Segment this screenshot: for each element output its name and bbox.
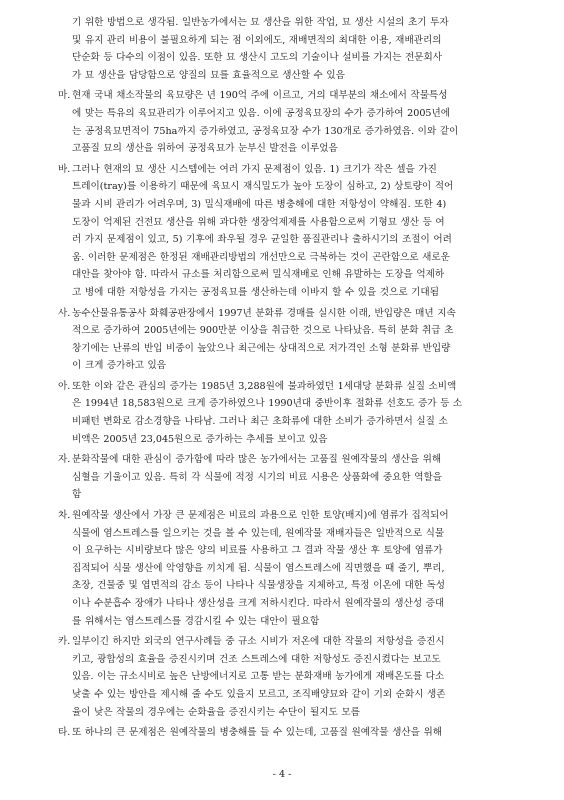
text-line: 이나 수분흡수 장애가 나타나 생산성을 크게 저하시킨다. 따라서 원예작물의 생산성 증대 <box>72 598 445 609</box>
text-line: 또한 이와 같은 관심의 증가는 1985년 3,288원에 불과하였던 1세대당 분화류 실질 소비액 <box>72 380 457 392</box>
page-number: - 4 - <box>272 769 292 780</box>
text-line: 집적되어 식물 생산에 악영향을 끼치게 됨. 식물이 염스트레스에 직면했을 때 줄기, 뿌리, <box>72 562 445 574</box>
text-line: 러 가지 문제점이 있고, 5) 기후에 좌우될 경우 균일한 품질관리나 출하시기의 조절이 어려 <box>72 234 452 246</box>
paragraph <box>58 633 524 721</box>
text-line: 단순화 등 다수의 이점이 있음. 또한 묘 생산시 고도의 기술이나 설비를 가지는 전문회사 <box>72 52 443 64</box>
paragraph-label: 아. <box>58 380 71 392</box>
text-line: 분화작물에 대한 관심이 증가함에 따라 많은 농가에서는 고품질 원예작물의 생산을 위해 <box>72 454 442 466</box>
text-line: 기 위한 방법으로 생각됨. 일반농가에서는 묘 생산을 위한 작업, 묘 생산 시설의 초기 투자 <box>72 17 449 28</box>
paragraph <box>58 305 524 375</box>
text-line: 대안을 찾아야 함. 따라서 규소를 처리함으로써 밀식재배로 인해 유발하는 도장을 억제하 <box>72 269 445 281</box>
text-line: 키고, 광합성의 효율을 증진시키며 건조 스트레스에 대한 저항성도 증진시켰다는 보고도 <box>72 653 441 665</box>
paragraph <box>58 507 524 630</box>
paragraph-label: 사. <box>58 307 71 319</box>
paragraph-label: 차. <box>58 510 71 522</box>
text-line: 그러나 현재의 묘 생산 시스템에는 여러 가지 문제점이 있음. 1) 크기가 작은 셀을 가진 <box>72 163 437 175</box>
paragraph <box>58 724 524 742</box>
text-line: 는 공정육묘면적이 75ha까지 증가하였고, 공정육묘장 수가 130개로 증가하였음. 이와 같이 <box>72 125 459 137</box>
text-line: 함 <box>72 489 82 501</box>
paragraph-label: 타. <box>58 727 71 739</box>
paragraph-label: 마. <box>58 90 71 102</box>
text-line: 물과 시비 관리가 어려우며, 3) 밀식재배에 따른 병충해에 대한 저항성이 약해짐. 또한 4) <box>72 198 447 210</box>
text-line: 이 요구하는 시비량보다 많은 양의 비료를 사용하고 그 결과 작물 생산 후 토양에 염류가 <box>72 545 443 557</box>
text-line: 고품질 묘의 생산을 위하여 공정육묘가 눈부신 발전을 이루었음 <box>72 143 338 155</box>
text-line: 이 크게 증가하고 있음 <box>72 360 167 372</box>
text-line: 은 1994년 18,583원으로 크게 증가하였으나 1990년대 중반이후 절화류 선호도 증가 등 소 <box>72 398 463 410</box>
text-line: 움. 이러한 문제점은 한정된 재배관리방법의 개선만으로 극복하는 것이 곤란함으로 새로운 <box>72 251 450 263</box>
text-line: 가 묘 생산을 담당함으로 양질의 묘를 효율적으로 생산할 수 있음 <box>72 69 345 81</box>
text-line: 현재 국내 채소작물의 육묘량은 년 190억 주에 이르고, 거의 대부분의 채소에서 작물특성 <box>72 90 448 102</box>
text-line: 및 유지 관리 비용이 불필요하게 되는 점 이외에도, 재배면적의 최대한 이용, 재배관리의 <box>72 34 442 46</box>
text-line: 식물에 염스트레스를 일으키는 것을 볼 수 있는데, 원예작물 재배자들은 일반적으로 식물 <box>72 527 445 539</box>
paragraph <box>58 161 524 302</box>
paragraph <box>58 87 524 157</box>
paragraph-label: 바. <box>58 163 71 175</box>
text-line: 적으로 증가하여 2005년에는 900만분 이상을 취급한 것으로 나타났음. 특히 분화 취급 초 <box>72 325 454 337</box>
text-line: 또 하나의 큰 문제점은 원예작물의 병충해를 들 수 있는데, 고품질 원예작물 생산을 위해 <box>72 727 443 739</box>
text-line: 를 위해서는 염스트레스를 경감시킬 수 있는 대안이 필요함 <box>72 615 320 627</box>
text-line: 일부이긴 하지만 외국의 연구사례들 중 규소 시비가 저온에 대한 작물의 저항성을 증진시 <box>72 636 445 648</box>
text-line: 비패턴 변화로 감소경향을 나타남. 그러나 최근 초화류에 대한 소비가 증가하면서 실질 소 <box>72 416 448 428</box>
paragraph-label: 카. <box>58 636 71 648</box>
paragraph <box>58 451 524 504</box>
text-line: 초장, 건물중 및 엽면적의 감소 등이 나타나 식물생장을 지체하고, 특정 이온에 대한 독성 <box>72 580 446 592</box>
paragraph <box>58 14 524 84</box>
body-text <box>58 14 524 745</box>
text-line: 고 병에 대한 저항성을 가지는 공정육묘를 생산하는데 이바지 할 수 있을 것으로 기대됨 <box>72 286 439 298</box>
text-line: 있음. 이는 규소시비로 높은 난방에너지로 고통 받는 분화재배 농가에게 재배온도를 다소 <box>72 671 445 683</box>
text-line: 원예작물 생산에서 가장 큰 문제점은 비료의 과용으로 인한 토양(배지)에 염류가 집적되어 <box>72 510 449 522</box>
text-line: 도장이 억제된 건전묘 생산을 위해 과다한 생장억제제를 사용함으로써 기형묘 생산 등 여 <box>72 216 445 228</box>
text-line: 율이 낮은 작물의 경우에는 순화율을 증진시키는 수단이 될지도 모름 <box>72 706 360 718</box>
paragraph <box>58 378 524 448</box>
text-line: 에 맞는 특유의 육묘관리가 이루어지고 있음. 이에 공정육묘장의 수가 증가하여 2005년에 <box>72 107 451 119</box>
text-line: 농수산물유통공사 화훼공판장에서 1997년 분화류 경매를 실시한 이래, 반입량은 매년 지속 <box>72 307 456 319</box>
paragraph-label: 자. <box>58 454 71 466</box>
text-line: 낮출 수 있는 방안을 제시해 줄 수도 있을지 모르고, 조직배양묘와 같이 기외 순화시 생존 <box>72 688 446 700</box>
text-line: 심혈을 기울이고 있음. 특히 각 식물에 적정 시기의 비료 시용은 상품화에 중요한 역할을 <box>72 471 443 483</box>
text-line: 창기에는 난류의 반입 비중이 높았으나 최근에는 상대적으로 저가격인 소형 분화류 반입량 <box>72 342 451 354</box>
text-line: 트레이(tray)를 이용하기 때문에 육묘시 재식밀도가 높아 도장이 심하고, 2) 상토량이 적어 <box>72 181 454 193</box>
text-line: 비액은 2005년 23,045원으로 증가하는 추세를 보이고 있음 <box>72 433 328 445</box>
